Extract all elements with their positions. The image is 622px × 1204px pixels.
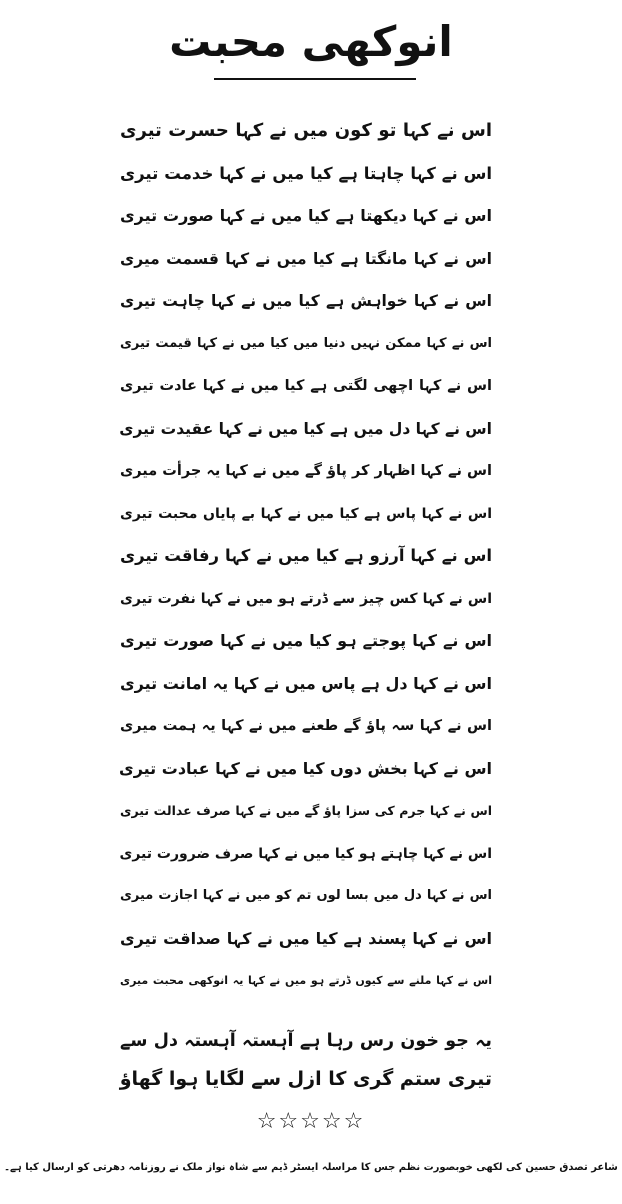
poem-verse: اس نے کہا پاس ہے کیا میں نے کہا بے پایاں محبت تیری: [120, 505, 492, 522]
poem-verse: اس نے کہا دل میں ہے کیا میں نے کہا عقیدت تیری: [119, 419, 492, 438]
star-ornament: ☆☆☆☆☆: [256, 1109, 366, 1134]
poem-verse: اس نے کہا دیکھتا ہے کیا میں نے کہا صورت تیری: [120, 206, 492, 225]
poem-verse: اس نے کہا پسند ہے کیا میں نے کہا صداقت تیری: [120, 928, 492, 948]
poem-verse: اس نے کہا پوجتے ہو کیا میں نے کہا صورت تیری: [120, 631, 492, 650]
poem-verse: اس نے کہا بخش دوں کیا میں نے کہا عبادت تیری: [119, 758, 492, 778]
poem-verse: اس نے کہا جرم کی سزا پاؤ گے میں نے کہا صرف عدالت تیری: [120, 803, 492, 818]
poem-verse: اس نے کہا ملنے سے کیوں ڈرتے ہو میں نے کہا یہ انوکھی محبت میری: [120, 974, 492, 987]
poem-verse: اس نے کہا چاہتا ہے کیا میں نے کہا خدمت تیری: [120, 163, 492, 183]
poem-verse: اس نے کہا دل میں بسا لوں تم کو میں نے کہا اجازت میری: [120, 888, 492, 903]
poem-credit-footer: شاعر تصدق حسین کی لکھی خوبصورت نظم جس کا مراسلہ ایسٹر ڈیم سے شاہ نواز ملک نے روزنامہ دھرتی کو ارسال کیا ہے۔: [4, 1162, 618, 1173]
poem-verse: اس نے کہا خواہش ہے کیا میں نے کہا چاہت تیری: [120, 292, 492, 310]
poem-verse: اس نے کہا تو کون میں نے کہا حسرت تیری: [120, 120, 492, 141]
closing-verse: یہ جو خون رس رہا ہے آہستہ آہستہ دل سے: [120, 1031, 492, 1051]
poem-verse: اس نے کہا اظہار کر پاؤ گے میں نے کہا یہ جرأت میری: [120, 463, 492, 479]
poem-verse: اس نے کہا اچھی لگتی ہے کیا میں نے کہا عادت تیری: [120, 378, 492, 394]
closing-verse: تیری ستم گری کا ازل سے لگایا ہوا گھاؤ: [119, 1068, 492, 1090]
poem-body: [120, 110, 492, 1003]
poem-verse: اس نے کہا آرزو ہے کیا میں نے کہا رفاقت تیری: [120, 546, 492, 565]
poem-verse: اس نے کہا دل ہے پاس میں نے کہا یہ امانت تیری: [120, 673, 492, 693]
poem-title: انوکھی محبت: [169, 17, 453, 66]
poem-verse: اس نے کہا مانگتا ہے کیا میں نے کہا قسمت میری: [120, 249, 492, 268]
closing-couplet: [120, 1022, 492, 1098]
poem-verse: اس نے کہا ممکن نہیں دنیا میں کیا میں نے کہا قیمت تیری: [120, 335, 492, 351]
poem-verse: اس نے کہا کس چیز سے ڈرتے ہو میں نے کہا نفرت تیری: [120, 590, 492, 607]
poem-verse: اس نے کہا سہ پاؤ گے طعنے میں نے کہا یہ ہمت میری: [120, 718, 492, 734]
poem-verse: اس نے کہا چاہتے ہو کیا میں نے کہا صرف ضرورت تیری: [119, 845, 492, 862]
title-underline: [214, 78, 416, 80]
